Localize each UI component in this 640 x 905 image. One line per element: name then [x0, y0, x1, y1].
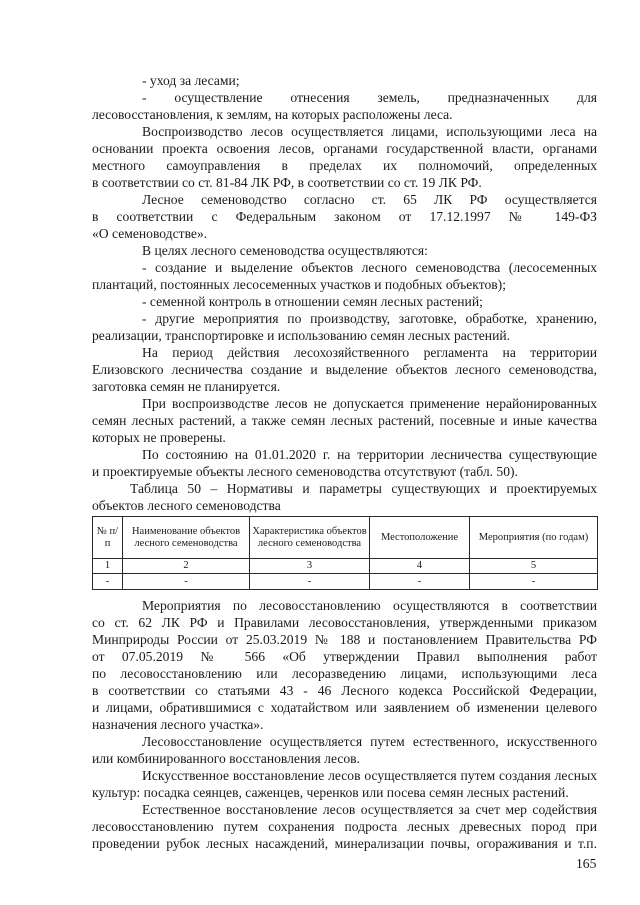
table-cell: - — [470, 574, 598, 590]
text-line: и лицами, обратившимися с ходатайством или заявлением об изменении целевого — [92, 700, 597, 715]
table-cell: - — [250, 574, 370, 590]
text-line: Естественное восстановление лесов осуществляется за счет мер содействия — [142, 802, 597, 817]
text-line: - семенной контроль в отношении семян лесных растений; — [142, 294, 483, 309]
text-line: Минприроды России от 25.03.2019 № 188 и постановлением Правительства РФ — [92, 632, 597, 647]
text-line: «О семеноводстве». — [92, 226, 208, 241]
seed-objects-table — [92, 516, 598, 590]
text-line: лесовосстановления, к землям, на которых расположены леса. — [92, 107, 453, 122]
table-cell: - — [93, 574, 123, 590]
text-line: Воспроизводство лесов осуществляется лицами, использующими леса на — [142, 124, 597, 139]
text-line: В целях лесного семеноводства осуществляются: — [142, 243, 428, 258]
table-cell: 4 — [370, 559, 470, 574]
table-cell: - — [123, 574, 250, 590]
text-line: со ст. 62 ЛК РФ и Правилами лесовосстановления, утвержденными приказом — [92, 615, 597, 630]
text-line: реализации, транспортировке и использованию семян лесных растений. — [92, 328, 511, 343]
table-row — [93, 574, 598, 590]
table-header-cell: Мероприятия (по годам) — [470, 517, 598, 559]
text-line: или комбинированного восстановления лесов. — [92, 751, 360, 766]
table-cell: 5 — [470, 559, 598, 574]
text-line: Лесовосстановление осуществляется путем естественного, искусственного — [142, 734, 597, 749]
text-line: в соответствии со ст. 81-84 ЛК РФ, в соответствии со ст. 19 ЛК РФ. — [92, 175, 482, 190]
table-header-cell: № п/п — [93, 517, 123, 559]
table-number-row — [93, 559, 598, 574]
table-header-cell: Характеристика объектов лесного семеноводства — [250, 517, 370, 559]
table-caption: Таблица 50 – Нормативы и параметры существующих и проектируемых — [130, 481, 597, 496]
text-line: При воспроизводстве лесов не допускается применение нерайонированных — [142, 396, 597, 411]
page-number: 165 — [576, 856, 597, 871]
text-line: - другие мероприятия по производству, заготовке, обработке, хранению, — [142, 311, 597, 326]
text-line: проведении рубок лесных насаждений, минерализации почвы, огораживания и т.п. — [92, 836, 597, 851]
text-line: Лесное семеноводство согласно ст. 65 ЛК РФ осуществляется — [142, 192, 597, 207]
table-cell: 2 — [123, 559, 250, 574]
text-line: основании проекта освоения лесов, органами государственной власти, органами — [92, 141, 597, 156]
text-line: семян лесных растений, а также семян лесных растений, посевные и иные качества — [92, 413, 597, 428]
text-line: которых не проверены. — [92, 430, 226, 445]
table-header-cell: Местоположение — [370, 517, 470, 559]
table-cell: - — [370, 574, 470, 590]
text-line: заготовка семян не планируется. — [92, 379, 281, 394]
text-line: Искусственное восстановление лесов осуществляется путем создания лесных — [142, 768, 597, 783]
text-line: культур: посадка сеянцев, саженцев, черенков или посева семян лесных растений. — [92, 785, 569, 800]
text-line: назначения лесного участка». — [92, 717, 264, 732]
table-cell: 3 — [250, 559, 370, 574]
text-line: от 07.05.2019 № 566 «Об утверждении Правил выполнения работ — [92, 649, 597, 664]
text-line: Елизовского лесничества создание и выделение объектов лесного семеноводства, — [92, 362, 597, 377]
table-cell: 1 — [93, 559, 123, 574]
table-header-row — [93, 517, 598, 559]
text-line: по лесовосстановлению или лесоразведению лицами, использующими леса — [92, 666, 597, 681]
text-line: в соответствии со статьями 43 - 46 Лесного кодекса Российской Федерации, — [92, 683, 597, 698]
table-caption: объектов лесного семеноводства — [92, 498, 281, 513]
text-line: плантаций, постоянных лесосеменных участков и подобных объектов); — [92, 277, 506, 292]
text-line: - осуществление отнесения земель, предназначенных для — [142, 90, 597, 105]
text-line: - создание и выделение объектов лесного семеноводства (лесосеменных — [142, 260, 597, 275]
text-line: Мероприятия по лесовосстановлению осуществляются в соответствии — [142, 598, 597, 613]
text-line: На период действия лесохозяйственного регламента на территории — [142, 345, 597, 360]
text-line: местного самоуправления в пределах их полномочий, определенных — [92, 158, 597, 173]
text-line: - уход за лесами; — [142, 73, 240, 88]
text-line: в соответствии с Федеральным законом от 17.12.1997 № 149-ФЗ — [92, 209, 597, 224]
text-line: и проектируемые объекты лесного семеноводства отсутствуют (табл. 50). — [92, 464, 518, 479]
table-header-cell: Наименование объектов лесного семеноводства — [123, 517, 250, 559]
text-line: лесовосстановлению путем сохранения подроста лесных древесных пород при — [92, 819, 597, 834]
text-line: По состоянию на 01.01.2020 г. на территории лесничества существующие — [142, 447, 597, 462]
